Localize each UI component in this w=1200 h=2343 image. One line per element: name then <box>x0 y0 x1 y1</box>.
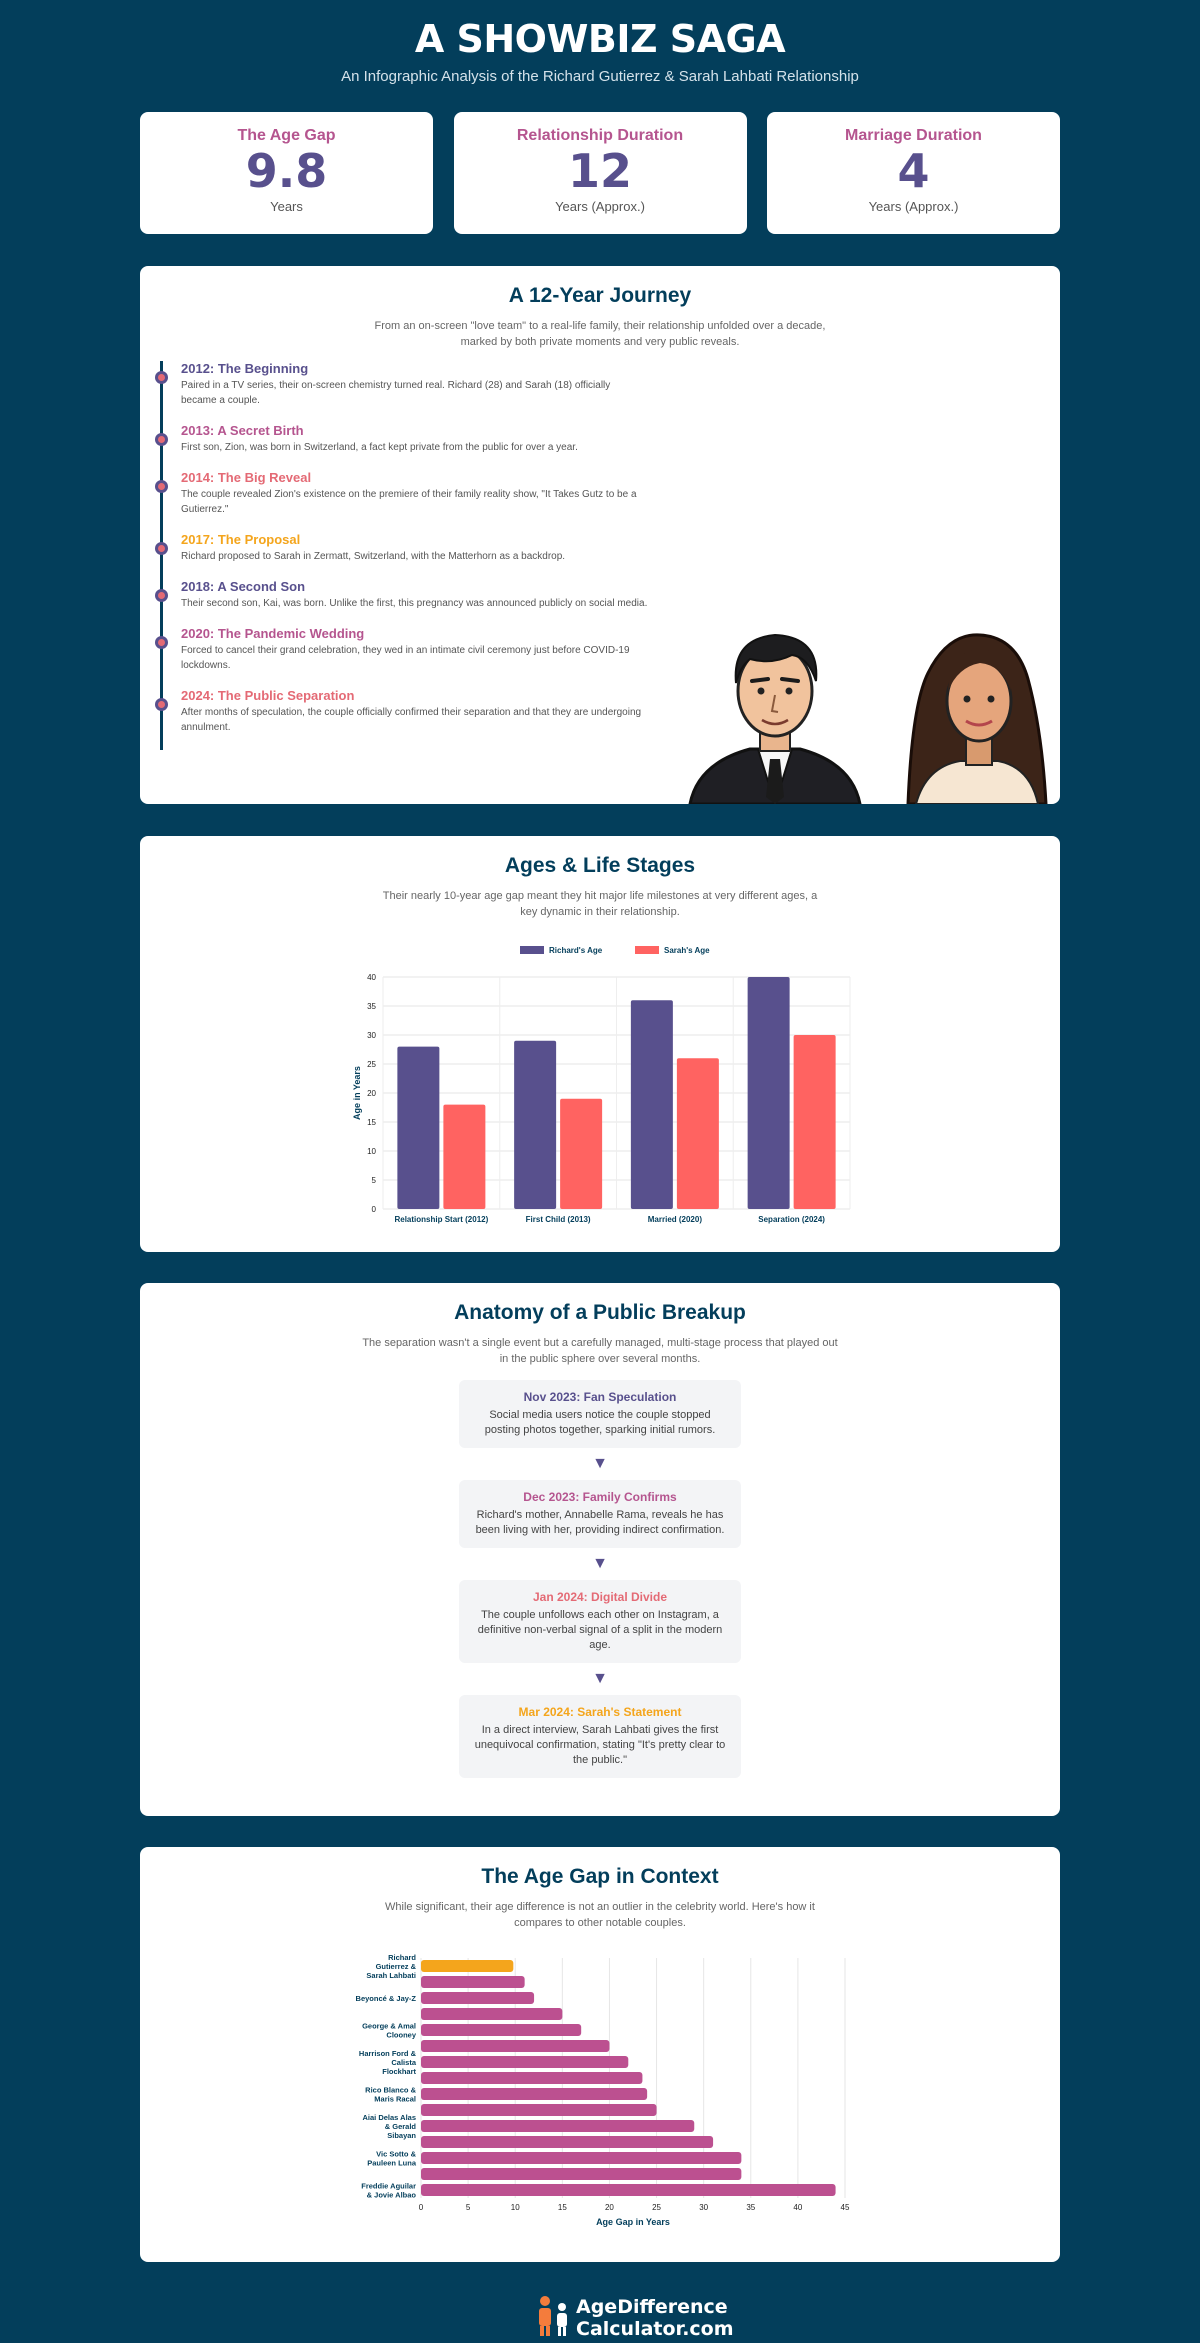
breakup-step <box>459 1580 741 1663</box>
x-tick-label: 30 <box>699 2203 709 2212</box>
breakup-step <box>459 1695 741 1778</box>
journey-section <box>140 266 1060 804</box>
x-tick-label: 25 <box>652 2203 662 2212</box>
down-arrow-icon: ▼ <box>592 1670 608 1687</box>
timeline-item <box>181 688 648 735</box>
y-axis-label: Age in Years <box>352 1066 362 1120</box>
step-title: Dec 2023: Family Confirms <box>523 1490 677 1504</box>
bar-sarah <box>677 1058 719 1209</box>
timeline-item <box>181 532 648 564</box>
section-description: Their nearly 10-year age gap meant they hit major life milestones at very different ages, a key dynamic in their relationship. <box>382 890 818 918</box>
section-title: Anatomy of a Public Breakup <box>454 1301 746 1324</box>
gap-bar <box>421 2040 609 2052</box>
timeline-item <box>181 470 648 517</box>
x-tick-label: Relationship Start (2012) <box>394 1215 489 1224</box>
bar-sarah <box>560 1099 602 1209</box>
section-description: The separation wasn't a single event but a carefully managed, multi-stage process that played out in the public sphere over several months. <box>362 1337 838 1365</box>
gap-bar <box>421 2168 741 2180</box>
section-title: A 12-Year Journey <box>508 284 692 307</box>
timeline-title: 2013: A Secret Birth <box>181 423 304 438</box>
timeline-text: Richard proposed to Sarah in Zermatt, Switzerland, with the Matterhorn as a backdrop. <box>181 551 566 562</box>
y-tick-label: Harrison Ford & Calista Flockhart <box>358 2049 416 2076</box>
timeline-text: Forced to cancel their grand celebration, they wed in an intimate civil ceremony just before COVID-19 lockdowns. <box>181 645 630 671</box>
y-tick-label: 5 <box>371 1176 376 1185</box>
timeline-title: 2014: The Big Reveal <box>181 470 312 485</box>
stat-unit: Years (Approx.) <box>868 199 959 215</box>
step-title: Mar 2024: Sarah's Statement <box>518 1705 682 1719</box>
legend-label: Sarah's Age <box>664 946 710 955</box>
section-description: From an on-screen "love team" to a real-life family, their relationship unfolded over a decade, marked by both private moments and very public reveals. <box>374 320 826 348</box>
timeline-dot <box>155 636 168 649</box>
couple-portrait-illustration <box>680 621 1060 804</box>
timeline-title: 2012: The Beginning <box>181 361 309 376</box>
gap-bar <box>421 2184 836 2196</box>
breakup-step <box>459 1380 741 1448</box>
timeline-dot <box>155 542 168 555</box>
bar-richard <box>514 1041 556 1209</box>
y-tick-label: Aiai Delas Alas & Gerald Sibayan <box>362 2113 416 2140</box>
timeline-dot <box>155 589 168 602</box>
legend-swatch <box>520 946 544 954</box>
stat-value: 9.8 <box>245 144 328 198</box>
x-tick-label: 5 <box>465 2203 471 2212</box>
bar-sarah <box>443 1105 485 1209</box>
bar-richard <box>397 1047 439 1209</box>
ages-section <box>140 836 1060 1252</box>
timeline-dot <box>155 433 168 446</box>
timeline-text: Paired in a TV series, their on-screen chemistry turned real. Richard (28) and Sarah (18) officially became a couple. <box>181 380 611 406</box>
breakup-steps <box>459 1380 741 1778</box>
stat-card-marriage-duration <box>767 112 1060 234</box>
stat-value: 4 <box>897 144 930 198</box>
bar-richard <box>748 977 790 1209</box>
timeline-dot <box>155 371 168 384</box>
stat-label: Relationship Duration <box>516 127 684 144</box>
timeline-text: After months of speculation, the couple officially confirmed their separation and that they are undergoing annulment. <box>181 707 642 733</box>
gap-bar <box>421 2104 657 2116</box>
footer-logo[interactable] <box>0 2290 1200 2340</box>
gap-bar <box>421 2072 642 2084</box>
context-section <box>140 1847 1060 2262</box>
section-title: Ages & Life Stages <box>504 854 696 877</box>
stat-label: Marriage Duration <box>845 127 982 144</box>
x-axis-label: Age Gap in Years <box>596 2217 670 2227</box>
x-tick-label: First Child (2013) <box>525 1215 591 1224</box>
bar-sarah <box>794 1035 836 1209</box>
timeline <box>160 361 648 750</box>
y-tick-label: Rico Blanco & Maris Racal <box>365 2085 416 2104</box>
timeline-title: 2017: The Proposal <box>181 532 301 547</box>
y-tick-label: 20 <box>367 1089 376 1098</box>
y-tick-label: 35 <box>367 1002 376 1011</box>
y-tick-label: 40 <box>367 973 376 982</box>
timeline-title: 2018: A Second Son <box>181 579 306 594</box>
age-gap-bar-chart <box>140 1947 1060 2262</box>
stat-card-age-gap <box>140 112 433 234</box>
x-tick-label: Separation (2024) <box>758 1215 825 1224</box>
legend-swatch <box>635 946 659 954</box>
gap-bar <box>421 1960 513 1972</box>
page-title: A SHOWBIZ SAGA <box>414 17 786 61</box>
legend-label: Richard's Age <box>549 946 603 955</box>
gap-bar <box>421 2088 647 2100</box>
section-description: While significant, their age difference is not an outlier in the celebrity world. Here's how it compares to other notable couples. <box>385 1901 815 1929</box>
step-text: Richard's mother, Annabelle Rama, reveals he has been living with her, providing indirect confirmation. <box>475 1509 725 1536</box>
people-icon <box>534 2294 574 2338</box>
y-tick-label: Beyoncé & Jay-Z <box>355 1994 416 2003</box>
timeline-dot <box>155 480 168 493</box>
timeline-text: First son, Zion, was born in Switzerland, a fact kept private from the public for over a year. <box>181 442 578 453</box>
gap-bar <box>421 2136 713 2148</box>
footer-brand <box>576 2296 734 2340</box>
stat-label: The Age Gap <box>237 127 336 144</box>
timeline-dot <box>155 698 168 711</box>
breakup-step <box>459 1480 741 1548</box>
y-tick-label: 10 <box>367 1147 376 1156</box>
stat-card-relationship-duration <box>454 112 747 234</box>
down-arrow-icon: ▼ <box>592 1555 608 1572</box>
gap-bar <box>421 2024 581 2036</box>
y-tick-label: Richard Gutierrez & Sarah Lahbati <box>366 1953 416 1980</box>
footer-brand-line2: Calculator.com <box>576 2318 734 2340</box>
timeline-text: Their second son, Kai, was born. Unlike the first, this pregnancy was announced publicly on social media. <box>181 598 648 609</box>
y-tick-label: 15 <box>367 1118 376 1127</box>
step-title: Jan 2024: Digital Divide <box>532 1590 668 1604</box>
step-text: In a direct interview, Sarah Lahbati gives the first unequivocal confirmation, stating "It's pretty clear to the public." <box>474 1724 726 1766</box>
x-tick-label: 20 <box>604 2203 614 2212</box>
section-title: The Age Gap in Context <box>481 1865 719 1888</box>
timeline-item <box>181 423 648 455</box>
stat-unit: Years (Approx.) <box>555 199 645 215</box>
breakup-section <box>140 1283 1060 1816</box>
richard-portrait <box>690 635 860 804</box>
x-tick-label: 10 <box>510 2203 520 2212</box>
y-tick-label: George & Amal Clooney <box>362 2021 416 2040</box>
x-tick-label: 45 <box>840 2203 850 2212</box>
down-arrow-icon: ▼ <box>592 1455 608 1472</box>
timeline-text: The couple revealed Zion's existence on the premiere of their family reality show, "It Takes Gutz to be a Gutierrez." <box>181 489 637 515</box>
gap-bar <box>421 2120 694 2132</box>
gap-bar <box>421 2008 562 2020</box>
step-text: Social media users notice the couple stopped posting photos together, sparking initial rumors. <box>484 1409 716 1436</box>
page-header <box>0 0 1200 85</box>
stats-row <box>140 112 1060 234</box>
gap-bar <box>421 1976 525 1988</box>
y-tick-label: 30 <box>367 1031 376 1040</box>
gap-bar <box>421 2056 628 2068</box>
ages-bar-chart <box>140 932 1060 1252</box>
bar-richard <box>631 1000 673 1209</box>
x-tick-label: Married (2020) <box>647 1215 702 1224</box>
x-tick-label: 40 <box>793 2203 803 2212</box>
timeline-item <box>181 361 648 408</box>
y-tick-label: 0 <box>371 1205 376 1214</box>
stat-value: 12 <box>567 144 632 198</box>
gap-bar <box>421 1992 534 2004</box>
timeline-title: 2024: The Public Separation <box>181 688 355 703</box>
y-tick-label: Freddie Aguilar & Jovie Albao <box>361 2181 416 2200</box>
x-tick-label: 35 <box>746 2203 756 2212</box>
step-text: The couple unfollows each other on Instagram, a definitive non-verbal signal of a split in the modern age. <box>477 1609 723 1651</box>
y-tick-label: 25 <box>367 1060 376 1069</box>
step-title: Nov 2023: Fan Speculation <box>523 1390 677 1404</box>
x-tick-label: 0 <box>418 2203 424 2212</box>
footer-brand-line1: AgeDifference <box>576 2296 728 2318</box>
stat-unit: Years <box>270 199 303 215</box>
timeline-title: 2020: The Pandemic Wedding <box>181 626 365 641</box>
y-tick-label: Vic Sotto & Pauleen Luna <box>367 2149 416 2168</box>
gap-bar <box>421 2152 741 2164</box>
x-tick-label: 15 <box>557 2203 567 2212</box>
page-subtitle: An Infographic Analysis of the Richard Gutierrez & Sarah Lahbati Relationship <box>341 67 859 85</box>
timeline-item <box>181 579 648 611</box>
sarah-portrait <box>908 635 1046 804</box>
timeline-item <box>181 626 648 673</box>
